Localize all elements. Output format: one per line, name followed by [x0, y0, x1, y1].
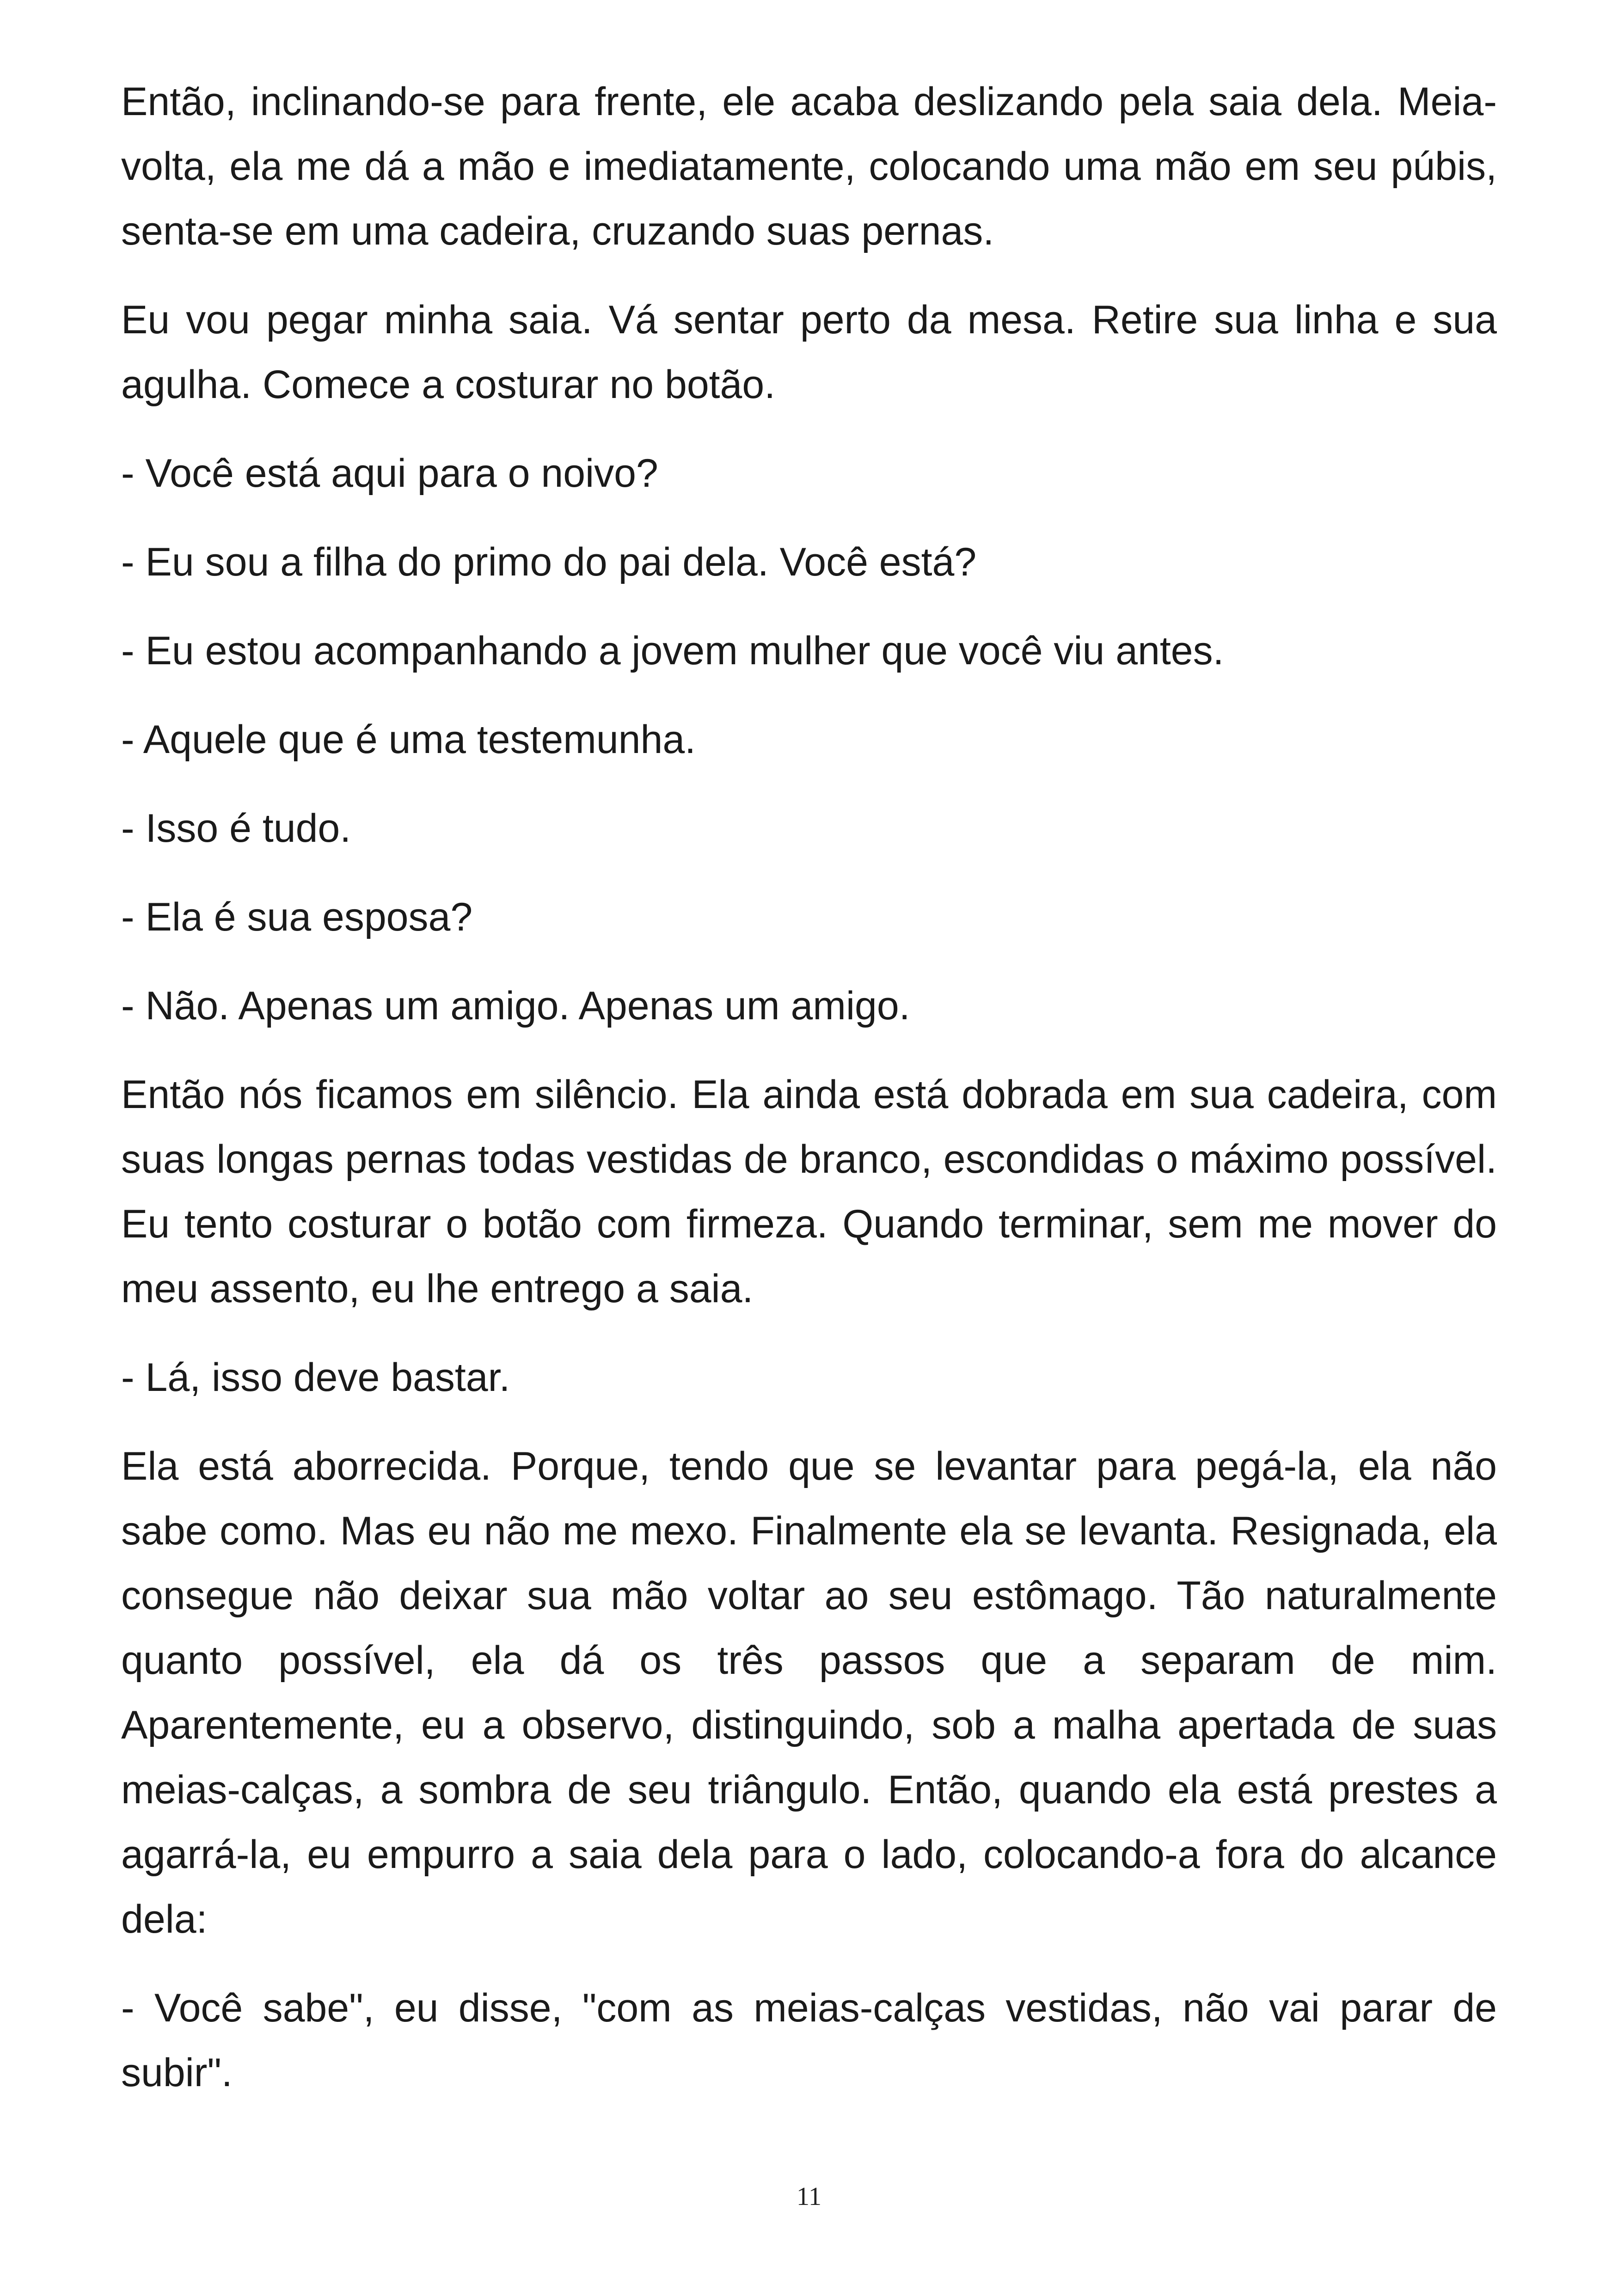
paragraph-2: Eu vou pegar minha saia. Vá sentar perto da mesa. Retire sua linha e sua agulha. Comece a costurar no botão.: [121, 298, 1497, 407]
dialogue-line-6: - Ela é sua esposa?: [121, 895, 473, 939]
paragraph-4: Ela está aborrecida. Porque, tendo que se levantar para pegá-la, ela não sabe como. Mas eu não me mexo. Finalmente ela se levanta. Resignada, ela consegue não deixar sua mão voltar ao seu estômago. Tão naturalmente quanto possível, ela dá os três passos que a separam de mim. Aparentemente, eu a observo, distinguindo, sob a malha apertada de suas meias-calças, a sombra de seu triângulo. Então, quando ela está prestes a agarrá-la, eu empurro a saia dela para o lado, colocando-a fora do alcance dela:: [121, 1444, 1497, 1941]
dialogue-line-3: - Eu estou acompanhando a jovem mulher que você viu antes.: [121, 629, 1224, 673]
dialogue-line-5: - Isso é tudo.: [121, 806, 351, 851]
page-body: [121, 69, 1497, 2129]
dialogue-line-7: - Não. Apenas um amigo. Apenas um amigo.: [121, 984, 910, 1028]
dialogue-line-4: - Aquele que é uma testemunha.: [121, 717, 696, 762]
dialogue-line-2: - Eu sou a filha do primo do pai dela. Você está?: [121, 540, 977, 584]
dialogue-line-9: - Você sabe", eu disse, "com as meias-calças vestidas, não vai parar de subir".: [121, 1986, 1497, 2095]
paragraph-1: Então, inclinando-se para frente, ele acaba deslizando pela saia dela. Meia-volta, ela me dá a mão e imediatamente, colocando uma mão em seu púbis, senta-se em uma cadeira, cruzando suas pernas.: [121, 80, 1497, 253]
paragraph-3: Então nós ficamos em silêncio. Ela ainda está dobrada em sua cadeira, com suas longas pernas todas vestidas de branco, escondidas o máximo possível. Eu tento costurar o botão com firmeza. Quando terminar, sem me mover do meu assento, eu lhe entrego a saia.: [121, 1072, 1497, 1311]
dialogue-line-1: - Você está aqui para o noivo?: [121, 451, 658, 496]
dialogue-line-8: - Lá, isso deve bastar.: [121, 1355, 510, 1400]
page-number: 11: [797, 2182, 821, 2211]
